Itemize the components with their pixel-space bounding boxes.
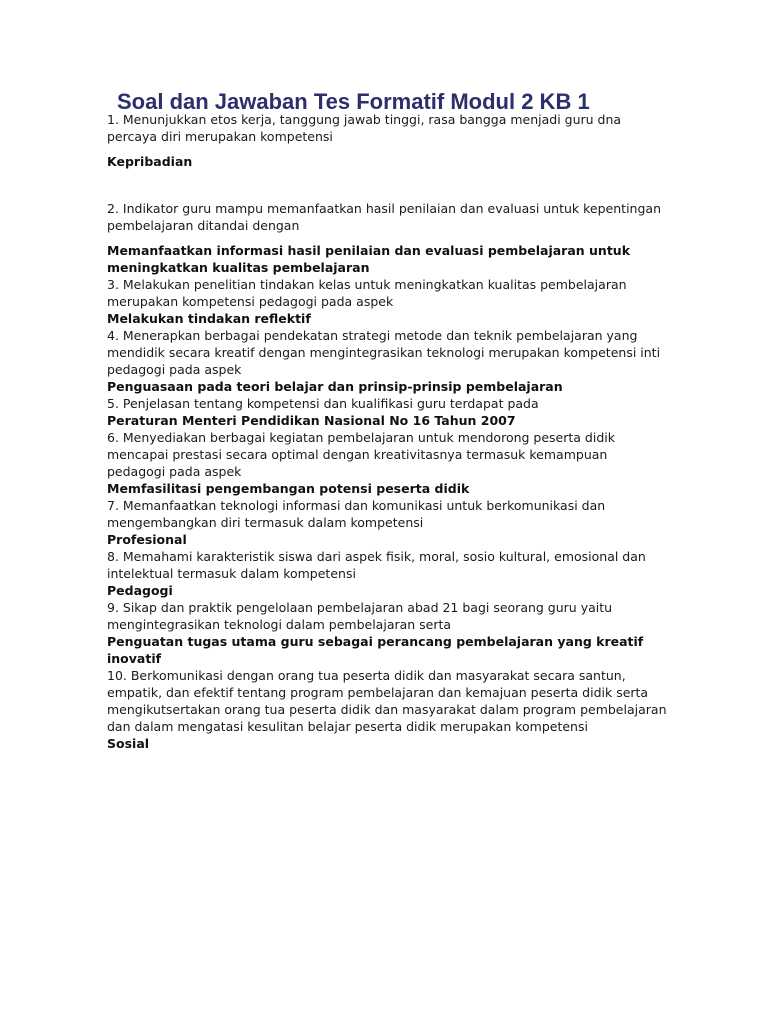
answer-10: Sosial: [107, 736, 150, 751]
question-9: 9. Sikap dan praktik pengelolaan pembelajaran abad 21 bagi seorang guru yaitu mengintegrasikan teknologi dalam pembelajaran serta: [107, 600, 613, 632]
answer-3: Melakukan tindakan reflektif: [107, 311, 311, 326]
answer-2: Memanfaatkan informasi hasil penilaian dan evaluasi pembelajaran untuk meningkatkan kualitas pembelajaran: [107, 243, 631, 275]
question-5: 5. Penjelasan tentang kompetensi dan kualifikasi guru terdapat pada: [107, 396, 539, 411]
question-4: 4. Menerapkan berbagai pendekatan strategi metode dan teknik pembelajaran yang mendidik secara kreatif dengan mengintegrasikan teknologi merupakan kompetensi inti pedagogi pada aspek: [107, 328, 661, 377]
question-7: 7. Memanfaatkan teknologi informasi dan komunikasi untuk berkomunikasi dan mengembangkan diri termasuk dalam kompetensi: [107, 498, 606, 530]
answer-8: Pedagogi: [107, 583, 173, 598]
question-6: 6. Menyediakan berbagai kegiatan pembelajaran untuk mendorong peserta didik mencapai prestasi secara optimal dengan kreativitasnya termasuk kemampuan pedagogi pada aspek: [107, 430, 615, 479]
question-1: 1. Menunjukkan etos kerja, tanggung jawab tinggi, rasa bangga menjadi guru dna percaya diri merupakan kompetensi: [107, 112, 622, 144]
answer-4: Penguasaan pada teori belajar dan prinsip-prinsip pembelajaran: [107, 379, 563, 394]
question-2: 2. Indikator guru mampu memanfaatkan hasil penilaian dan evaluasi untuk kepentingan pembelajaran ditandai dengan: [107, 201, 661, 233]
answer-5: Peraturan Menteri Pendidikan Nasional No 16 Tahun 2007: [107, 413, 516, 428]
qa-list: [107, 111, 667, 752]
question-10: 10. Berkomunikasi dengan orang tua peserta didik dan masyarakat secara santun, empatik, dan efektif tentang program pembelajaran dan kemajuan peserta didik serta mengikutsertakan orang tua peserta didik dan masyarakat dalam program pembelajaran dan dalam mengatasi kesulitan belajar peserta didik merupakan kompetensi: [107, 668, 667, 734]
question-8: 8. Memahami karakteristik siswa dari aspek fisik, moral, sosio kultural, emosional dan intelektual termasuk dalam kompetensi: [107, 549, 646, 581]
answer-1: Kepribadian: [107, 154, 193, 169]
answer-9: Penguatan tugas utama guru sebagai perancang pembelajaran yang kreatif inovatif: [107, 634, 644, 666]
answer-7: Profesional: [107, 532, 187, 547]
answer-6: Memfasilitasi pengembangan potensi peserta didik: [107, 481, 470, 496]
page-title: Soal dan Jawaban Tes Formatif Modul 2 KB 1: [117, 89, 590, 114]
question-3: 3. Melakukan penelitian tindakan kelas untuk meningkatkan kualitas pembelajaran merupakan kompetensi pedagogi pada aspek: [107, 277, 627, 309]
